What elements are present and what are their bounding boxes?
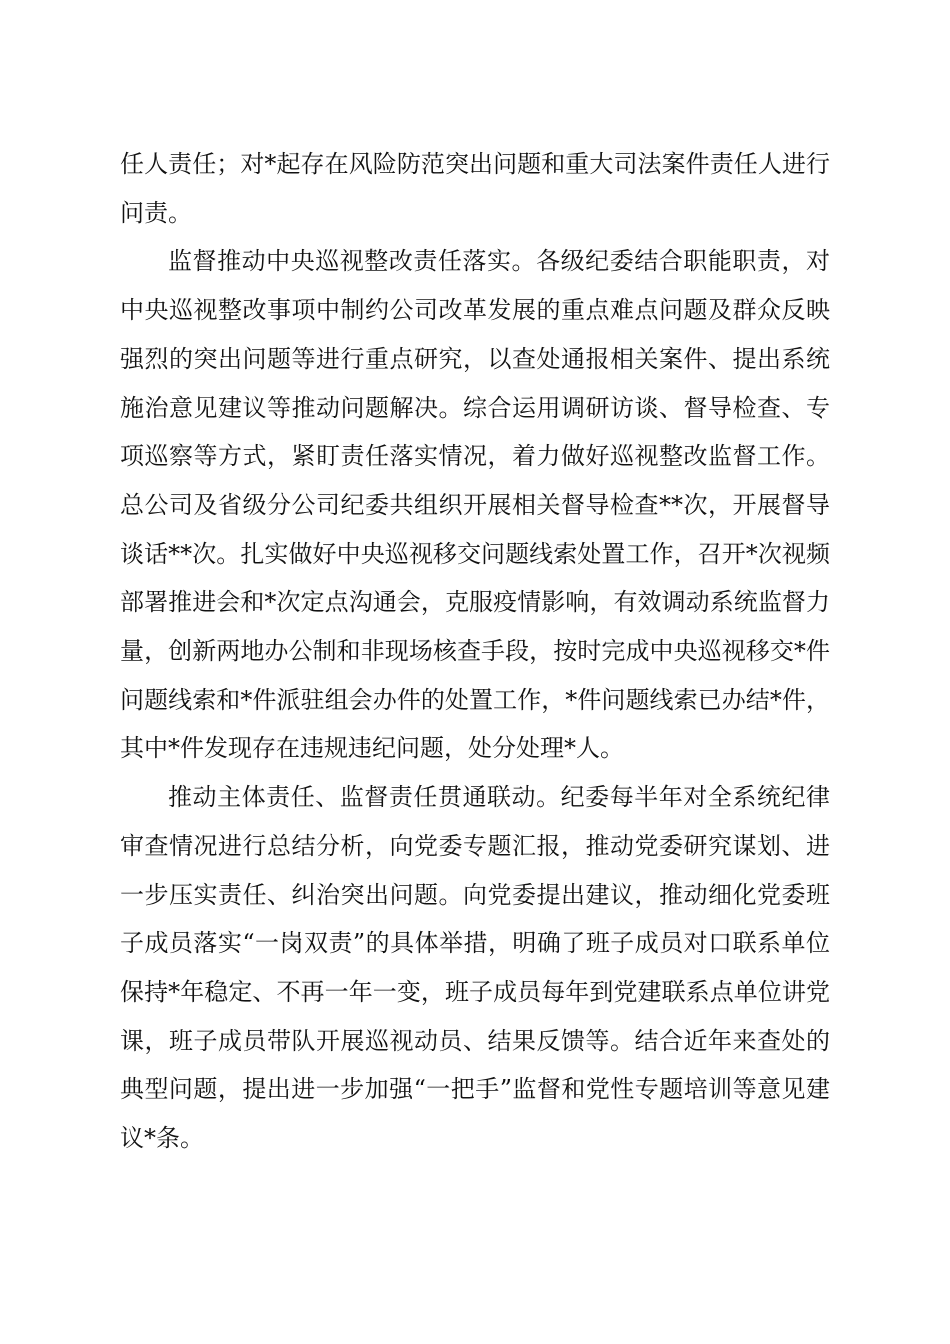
paragraph-inspection-rectification: 监督推动中央巡视整改责任落实。各级纪委结合职能职责，对中央巡视整改事项中制约公司改革发展的重点难点问题及群众反映强烈的突出问题等进行重点研究，以查处通报相关案件、提出系统施治意见建议等推动问题解决。综合运用调研访谈、督导检查、专项巡察等方式，紧盯责任落实情况，着力做好巡视整改监督工作。总公司及省级分公司纪委共组织开展相关督导检查**次，开展督导谈话**次。扎实做好中央巡视移交问题线索处置工作，召开*次视频部署推进会和*次定点沟通会，克服疫情影响，有效调动系统监督力量，创新两地办公制和非现场核查手段，按时完成中央巡视移交*件问题线索和*件派驻组会办件的处置工作，*件问题线索已办结*件，其中*件发现存在违规违纪问题，处分处理*人。 [120, 247, 830, 763]
paragraph-responsibility-linkage: 推动主体责任、监督责任贯通联动。纪委每半年对全系统纪律审查情况进行总结分析，向党委专题汇报，推动党委研究谋划、进一步压实责任、纠治突出问题。向党委提出建议，推动细化党委班子成员落实“一岗双责”的具体举措，明确了班子成员对口联系单位保持*年稳定、不再一年一变，班子成员每年到党建联系点单位讲党课，班子成员带队开展巡视动员、结果反馈等。结合近年来查处的典型问题，提出进一步加强“一把手”监督和党性专题培训等意见建议*条。 [120, 783, 830, 1153]
document-body [120, 140, 830, 1163]
paragraph-continuation: 任人责任；对*起存在风险防范突出问题和重大司法案件责任人进行问责。 [120, 150, 830, 227]
